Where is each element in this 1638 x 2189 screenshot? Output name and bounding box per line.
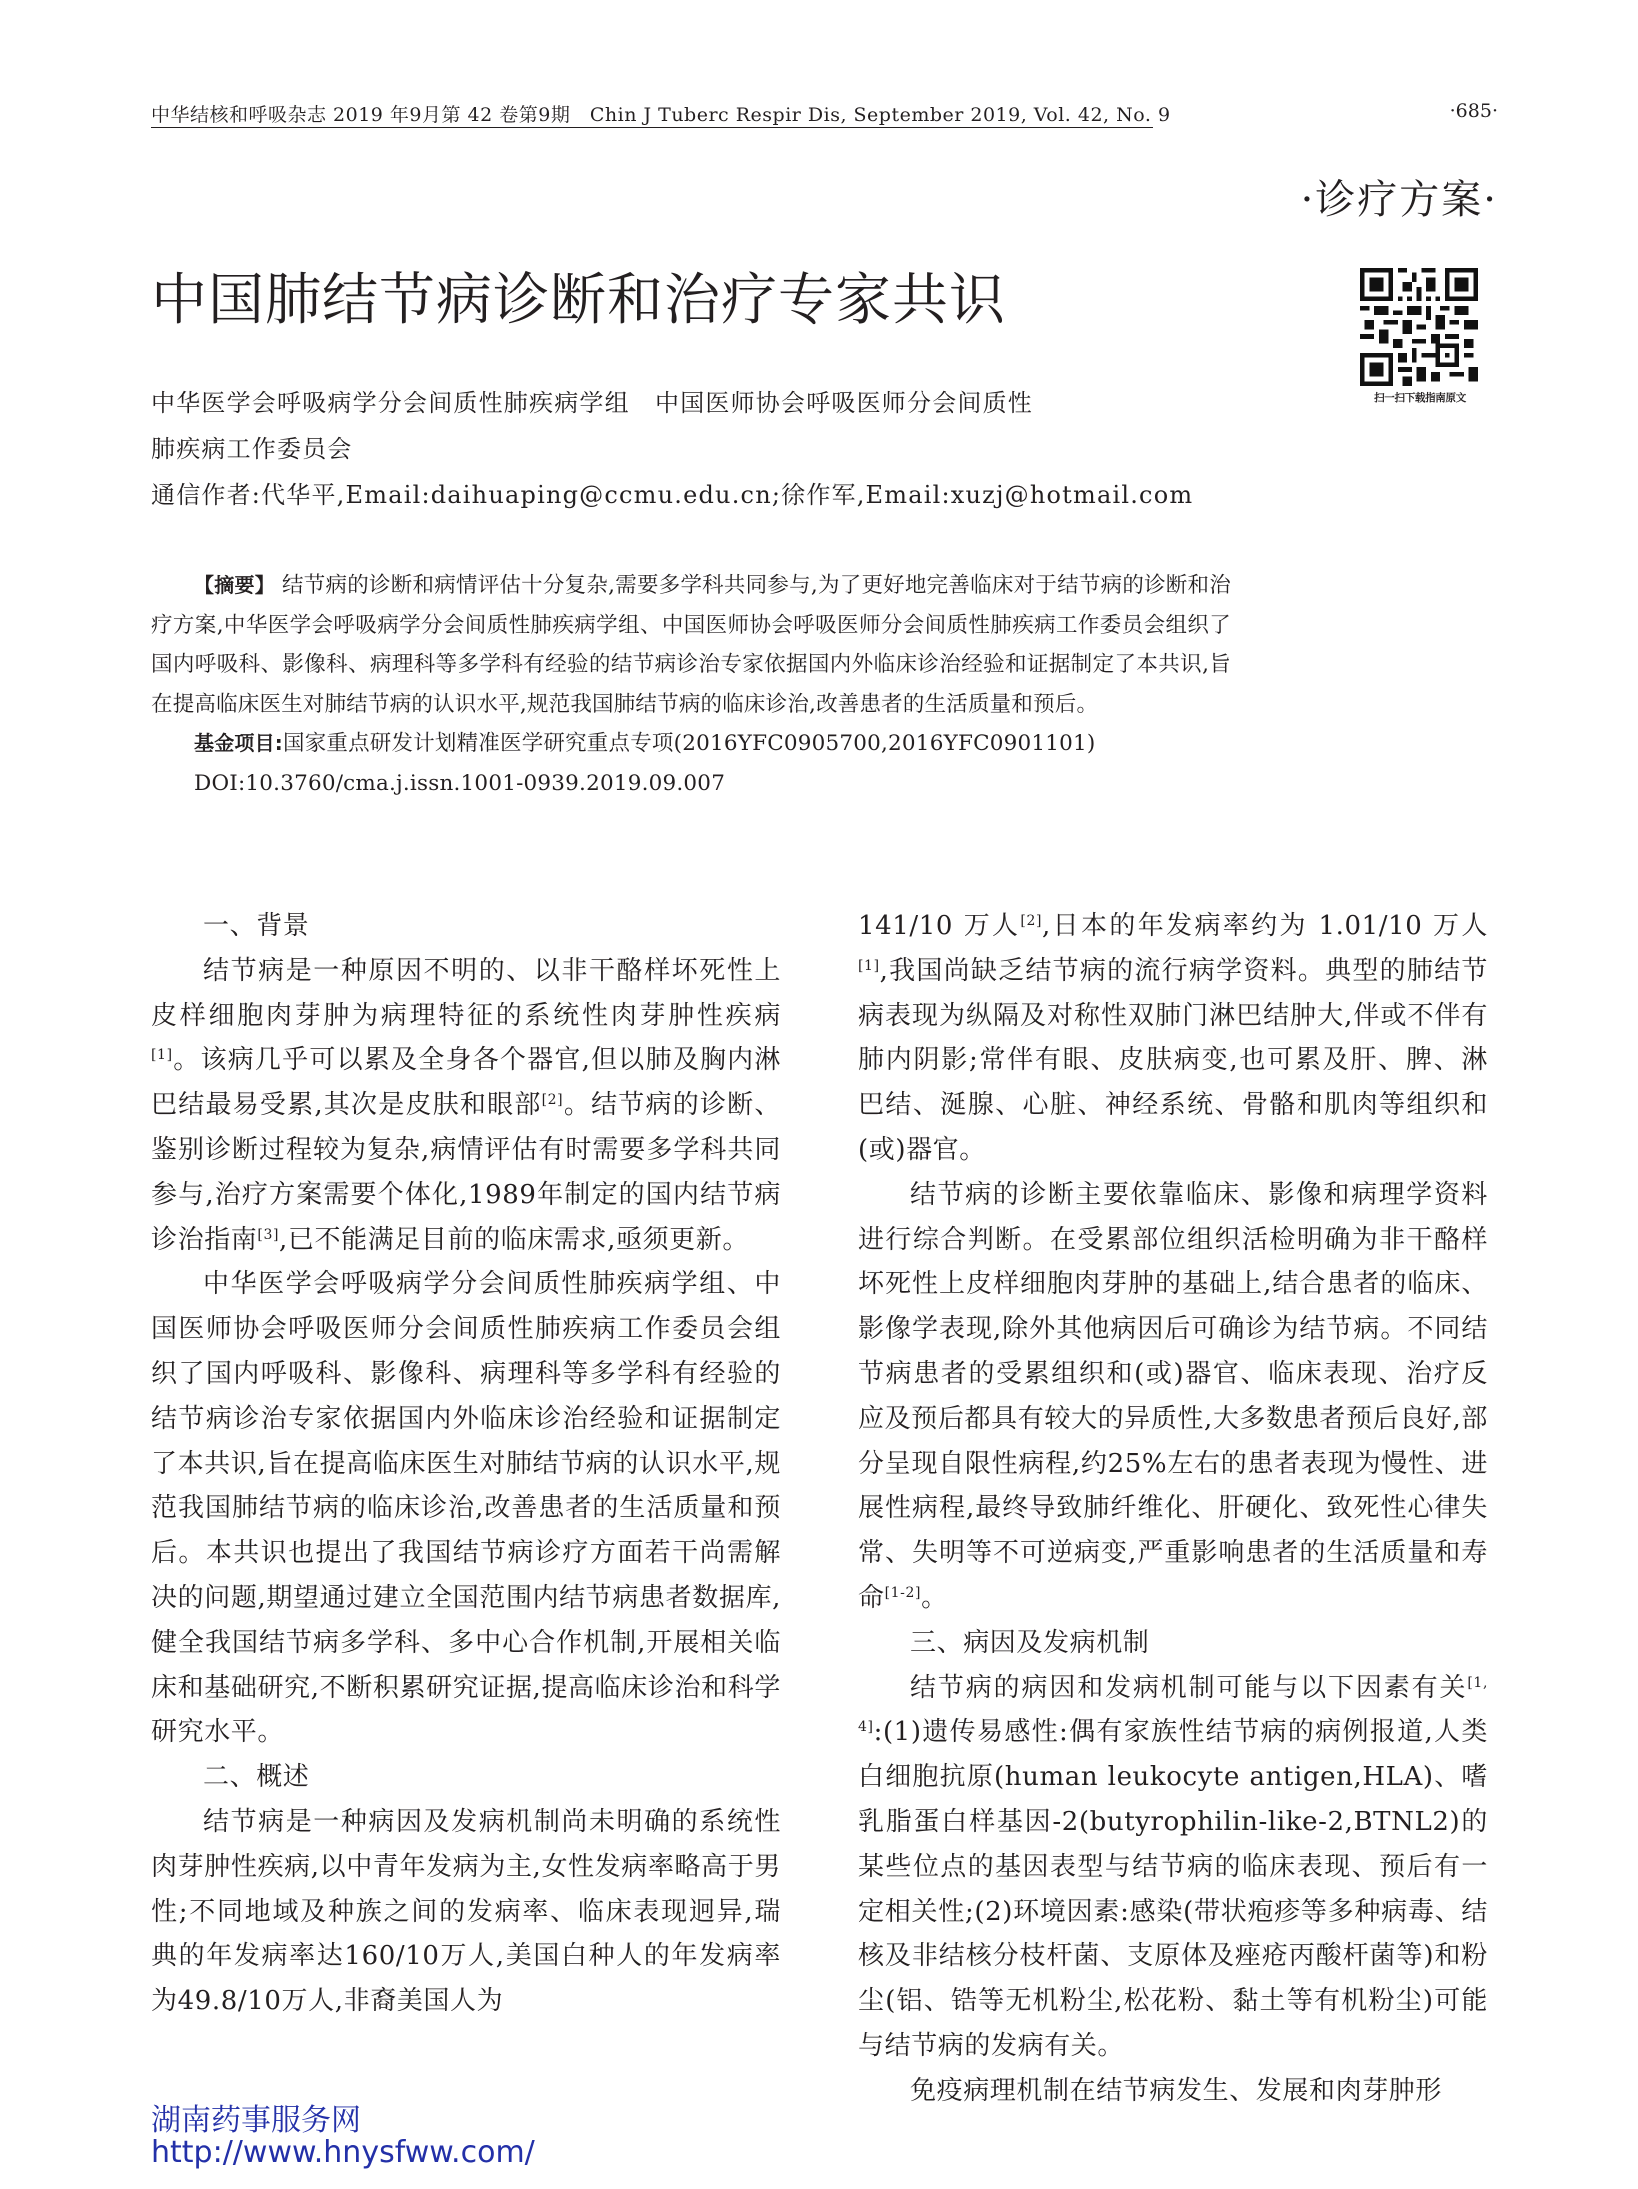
citation[interactable]: [2] <box>1020 913 1043 929</box>
qr-caption: 扫一扫下载指南原文 <box>1374 392 1466 404</box>
fund-text: 国家重点研发计划精准医学研究重点专项(2016YFC0905700,2016YFC0901101) <box>283 731 1096 757</box>
header-underline <box>151 127 1153 128</box>
abstract-label: 【摘要】 <box>194 573 275 597</box>
page-number: ·685· <box>1449 100 1498 122</box>
citation[interactable]: [3] <box>257 1226 280 1243</box>
journal-header: 中华结核和呼吸杂志 2019 年9月第 42 卷第9期 Chin J Tuberc Respir Dis, September 2019, Vol. 42, No. 9 <box>151 104 1171 126</box>
body-column-left <box>151 904 781 2024</box>
body-paragraph: 免疫病理机制在结节病发生、发展和肉芽肿形 <box>910 2075 1443 2106</box>
body-paragraph: 结节病的诊断主要依靠临床、影像和病理学资料进行综合判断。在受累部位组织活检明确为非干酪样坏死性上皮样细胞肉芽肿的基础上,结合患者的临床、影像学表现,除外其他病因后可确诊为结节病。不同结节病患者的受累组织和(或)器官、临床表现、治疗反应及预后都具有较大的异质性,大多数患者预后良好,部分呈现自限性病程,约25%左右的患者表现为慢性、进展性病程,最终导致肺纤维化、肝硬化、致死性心律失常、失明等不可逆病变,严重影响患者的生活质量和寿命[1-2]。 <box>858 1179 1488 1613</box>
abstract-paragraph <box>151 566 1231 724</box>
citation[interactable]: [1, 4] <box>858 1674 1488 1736</box>
watermark-site-name: 湖南药事服务网 <box>151 2103 361 2138</box>
body-paragraph: 结节病是一种原因不明的、以非干酪样坏死性上皮样细胞肉芽肿为病理特征的系统性肉芽肿性疾病[1]。该病几乎可以累及全身各个器官,但以肺及胸内淋巴结最易受累,其次是皮肤和眼部[2]。结节病的诊断、鉴别诊断过程较为复杂,病情评估有时需要多学科共同参与,治疗方案需要个体化,1989年制定的国内结节病诊治指南[3],已不能满足目前的临床需求,亟须更新。 <box>151 955 782 1255</box>
citation[interactable]: [2] <box>541 1092 564 1109</box>
doi-line: DOI:10.3760/cma.j.issn.1001-0939.2019.09.007 <box>194 770 726 796</box>
section-heading: 三、病因及发病机制 <box>910 1627 1150 1658</box>
section-heading: 一、背景 <box>203 911 310 941</box>
qr-code-icon[interactable] <box>1360 268 1478 386</box>
citation[interactable]: [1] <box>151 1047 173 1064</box>
correspondence-line: 通信作者:代华平,Email:daihuaping@ccmu.edu.cn;徐作军,Email:xuzj@hotmail.com <box>151 481 1194 509</box>
section-tag: ·诊疗方案· <box>1300 177 1498 223</box>
author-line: 中华医学会呼吸病学分会间质性肺疾病学组 中国医师协会呼吸医师分会间质性 <box>151 389 1033 417</box>
body-paragraph: 结节病是一种病因及发病机制尚未明确的系统性肉芽肿性疾病,以中青年发病为主,女性发病率略高于男性;不同地域及种族之间的发病率、临床表现迥异,瑞典的年发病率达160/10万人,美国白种人的年发病率为49.8/10万人,非裔美国人为 <box>151 1806 781 2017</box>
section-heading: 二、概述 <box>203 1762 310 1793</box>
fund-line <box>151 724 1231 764</box>
body-paragraph-continued: 141/10 万人[2],日本的年发病率约为 1.01/10 万人[1],我国尚缺乏结节病的流行病学资料。典型的肺结节病表现为纵隔及对称性双肺门淋巴结肿大,伴或不伴有肺内阴影;常伴有眼、皮肤病变,也可累及肝、脾、淋巴结、涎腺、心脏、神经系统、骨骼和肌肉等组织和(或)器官。 <box>858 911 1488 1165</box>
body-paragraph: 中华医学会呼吸病学分会间质性肺疾病学组、中国医师协会呼吸医师分会间质性肺疾病工作委员会组织了国内呼吸科、影像科、病理科等多学科有经验的结节病诊治专家依据国内外临床诊治经验和证据制定了本共识,旨在提高临床医生对肺结节病的认识水平,规范我国肺结节病的临床诊治,改善患者的生活质量和预后。本共识也提出了我国结节病诊疗方面若干尚需解决的问题,期望通过建立全国范围内结节病患者数据库,健全我国结节病多学科、多中心合作机制,开展相关临床和基础研究,不断积累研究证据,提高临床诊治和科学研究水平。 <box>151 1269 781 1748</box>
watermark-url-link[interactable]: http://www.hnysfww.com/ <box>151 2135 535 2170</box>
author-line: 肺疾病工作委员会 <box>151 435 353 463</box>
abstract-text: 结节病的诊断和病情评估十分复杂,需要多学科共同参与,为了更好地完善临床对于结节病的诊断和治疗方案,中华医学会呼吸病学分会间质性肺疾病学组、中国医师协会呼吸医师分会间质性肺疾病工作委员会组织了国内呼吸科、影像科、病理科等多学科有经验的结节病诊治专家依据国内外临床诊治经验和证据制定了本共识,旨在提高临床医生对肺结节病的认识水平,规范我国肺结节病的临床诊治,改善患者的生活质量和预后。 <box>151 573 1231 717</box>
article-title: 中国肺结节病诊断和治疗专家共识 <box>151 268 1006 333</box>
citation[interactable]: [1-2] <box>884 1584 922 1601</box>
author-block <box>151 380 1193 518</box>
body-column-right <box>858 904 1488 2114</box>
fund-label: 基金项目: <box>194 731 283 756</box>
body-paragraph: 结节病的病因和发病机制可能与以下因素有关[1, 4]:(1)遗传易感性:偶有家族性结节病的病例报道,人类白细胞抗原(human leukocyte antigen,HLA)、嗜乳脂蛋白样基因-2(butyrophilin-like-2,BTNL2)的某些位点的基因表型与结节病的临床表现、预后有一定相关性;(2)环境因素:感染(带状疱疹等多种病毒、结核及非结核分枝杆菌、支原体及痤疮丙酸杆菌等)和粉尘(铝、锆等无机粉尘,松花粉、黏土等有机粉尘)可能与结节病的发病有关。 <box>858 1672 1488 2061</box>
abstract-block <box>151 566 1231 804</box>
citation[interactable]: [1] <box>858 957 880 974</box>
